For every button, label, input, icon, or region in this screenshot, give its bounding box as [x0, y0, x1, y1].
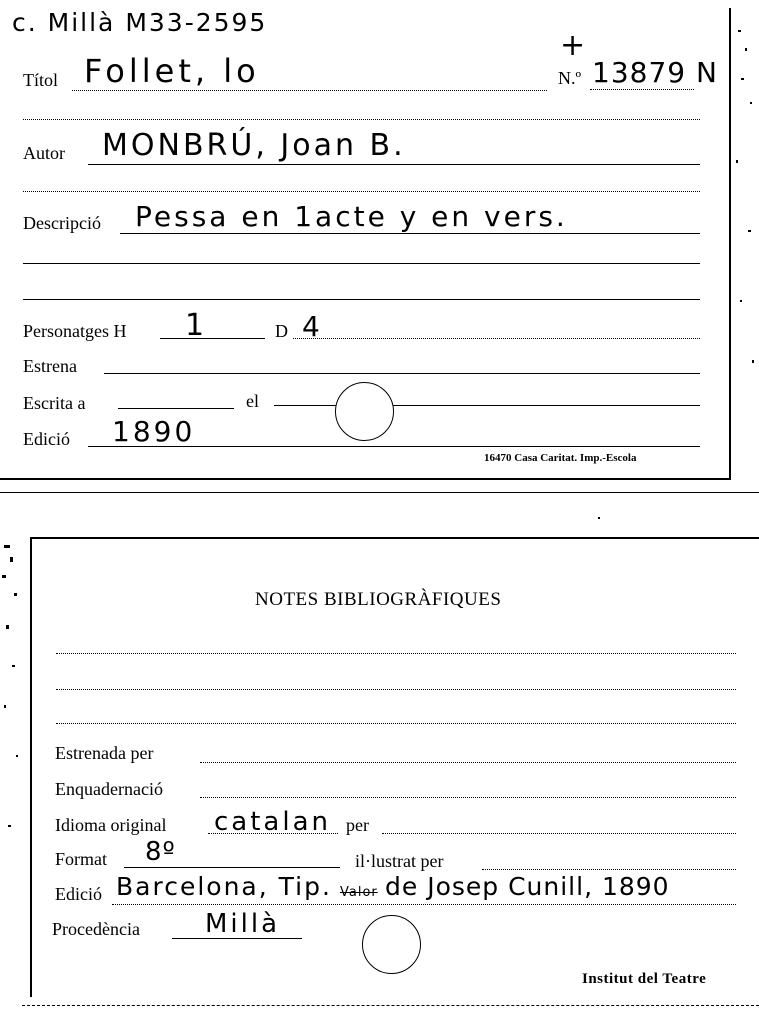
edicio-label: Edició	[23, 429, 70, 449]
el-label: el	[246, 391, 259, 411]
speck	[4, 705, 6, 708]
descripcio-line	[120, 233, 700, 234]
personatges-d-value: 4	[302, 310, 321, 343]
edicio-value: 1890	[112, 415, 196, 448]
personatges-d-line	[293, 338, 700, 339]
escrita-line	[118, 408, 234, 409]
speck	[12, 665, 15, 667]
speck	[738, 30, 741, 32]
idioma-value: catalan	[214, 807, 331, 837]
titol-value: Follet, lo	[84, 52, 260, 90]
call-number-note: c. Millà M33-2595	[12, 8, 268, 37]
printer-imprint: 16470 Casa Caritat. Imp.-Escola	[484, 452, 637, 464]
card-right-edge	[729, 8, 731, 478]
descripcio-line-2	[23, 263, 700, 264]
speck	[598, 517, 600, 519]
punch-hole	[362, 915, 421, 974]
edicio2-value-struck: Valor	[340, 885, 378, 900]
plus-mark: +	[560, 28, 587, 63]
autor-line	[88, 164, 700, 165]
estrenada-label: Estrenada per	[55, 743, 154, 763]
enquadernacio-label: Enquadernació	[55, 779, 163, 799]
illustrat-label: il·lustrat per	[355, 851, 444, 871]
speck	[4, 545, 10, 548]
titol-line-2	[23, 119, 700, 120]
speck	[740, 300, 742, 302]
edicio2-value-a: Barcelona, Tip.	[116, 872, 332, 901]
autor-line-2	[23, 191, 700, 192]
edicio2-line	[112, 904, 736, 905]
notes-line-3	[56, 723, 736, 724]
personatges-h-value: 1	[185, 308, 206, 343]
edicio2-label: Edició	[55, 884, 102, 904]
autor-label: Autor	[23, 143, 65, 163]
notes-line-2	[56, 689, 736, 690]
estrena-label: Estrena	[23, 356, 77, 376]
idioma-per-label: per	[346, 815, 369, 835]
procedencia-value: Millà	[205, 909, 281, 939]
speck	[748, 230, 751, 232]
format-line	[124, 867, 340, 868]
format-label: Format	[55, 849, 107, 869]
estrenada-line	[200, 762, 736, 763]
personatges-h-line	[160, 338, 265, 339]
idioma-per-line	[382, 833, 736, 834]
titol-line	[72, 90, 547, 91]
card-top-edge	[30, 537, 759, 539]
personatges-label: Personatges H	[23, 321, 127, 341]
notes-heading: NOTES BIBLIOGRÀFIQUES	[255, 589, 502, 610]
descripcio-label: Descripció	[23, 213, 101, 233]
speck	[2, 575, 6, 578]
personatges-d-label: D	[275, 321, 288, 341]
descripcio-value: Pessa en 1acte y en vers.	[135, 200, 568, 233]
titol-label: Títol	[23, 70, 58, 90]
number-line	[590, 89, 694, 90]
card-bottom-edge	[22, 1005, 759, 1006]
speck	[736, 160, 738, 163]
punch-hole	[335, 382, 394, 441]
card-bottom-edge	[0, 478, 731, 480]
card-separator-line	[0, 492, 759, 493]
catalog-card-upper	[0, 0, 759, 495]
card-left-edge	[30, 537, 32, 997]
speck	[741, 78, 744, 80]
escrita-label: Escrita a	[23, 393, 86, 413]
institution-name: Institut del Teatre	[582, 971, 707, 987]
speck	[745, 48, 747, 51]
number-label: N.º	[558, 68, 582, 88]
speck	[16, 755, 18, 757]
number-value: 13879 N	[592, 56, 718, 89]
idioma-label: Idioma original	[55, 815, 167, 835]
speck	[752, 360, 754, 363]
speck	[14, 593, 17, 596]
speck	[6, 625, 9, 629]
estrena-line	[104, 373, 700, 374]
speck	[8, 825, 11, 827]
catalog-card-lower	[0, 495, 759, 1028]
speck	[10, 557, 13, 562]
autor-value: MONBRÚ, Joan B.	[102, 128, 406, 163]
procedencia-label: Procedència	[52, 919, 140, 939]
illustrat-line	[482, 869, 736, 870]
format-value: 8º	[145, 837, 176, 867]
enquadernacio-line	[200, 797, 736, 798]
descripcio-line-3	[23, 299, 700, 300]
speck	[750, 102, 752, 104]
notes-line-1	[56, 653, 736, 654]
edicio2-value-b: de Josep Cunill, 1890	[385, 872, 670, 901]
